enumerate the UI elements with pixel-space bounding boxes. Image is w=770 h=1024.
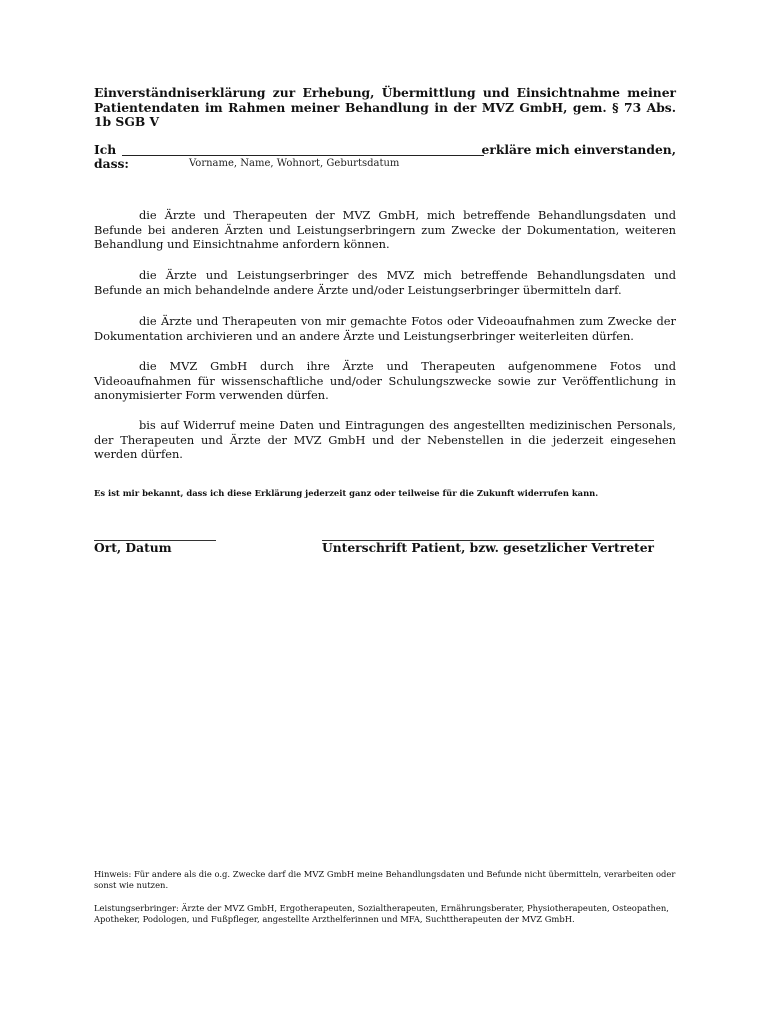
ich-label: Ich [94, 142, 117, 157]
dass-label: dass: [94, 156, 129, 171]
revocation-notice: Es ist mir bekannt, dass ich diese Erklärung jederzeit ganz oder teilweise für die Zukunft widerrufen kann. [94, 488, 599, 498]
document-title: Einverständniserklärung zur Erhebung, Übermittlung und Einsichtnahme meiner Patientendaten im Rahmen meiner Behandlung in der MVZ GmbH, gem. § 73 Abs. 1b SGB V [94, 85, 676, 129]
place-date-label: Ort, Datum [94, 540, 172, 555]
leistungserbringer-footnote: Leistungserbringer: Ärzte der MVZ GmbH, Ergotherapeuten, Sozialtherapeuten, Ernährungsberater, Physiotherapeuten, Osteopathen, Apotheker, Podologen, und Fußpfleger, angestellte Arzthelferinnen und MFA, Suchttherapeuten der MVZ GmbH. [94, 903, 669, 925]
hinweis-footnote: Hinweis: Für andere als die o.g. Zwecke darf die MVZ GmbH meine Behandlungsdaten und Befunde nicht übermitteln, verarbeiten oder sonst wie nutzen. [94, 869, 676, 891]
consent-clause-transmit-data: die Ärzte und Leistungserbringer des MVZ mich betreffende Behandlungsdaten und Befunde an mich behandelnde andere Ärzte und/oder Leistungserbringer übermitteln darf. [94, 268, 676, 297]
consent-clause-inspection: bis auf Widerruf meine Daten und Eintragungen des angestellten medizinischen Personals, der Therapeuten und Ärzte der MVZ GmbH und der Nebenstellen in die jederzeit eingesehen werden dürfen. [94, 418, 676, 462]
patient-details-hint: Vorname, Name, Wohnort, Geburtsdatum [189, 158, 400, 169]
consent-clause-photo-research: die MVZ GmbH durch ihre Ärzte und Therapeuten aufgenommene Fotos und Videoaufnahmen für wissenschaftliche und/oder Schulungszwecke sowie zur Veröffentlichung in anonymisierter Form verwenden dürfen. [94, 359, 676, 403]
consent-form-page [94, 0, 676, 1024]
patient-details-blank-line [122, 155, 484, 156]
consent-clause-request-data: die Ärzte und Therapeuten der MVZ GmbH, mich betreffende Behandlungsdaten und Befunde bei anderen Ärzten und Leistungserbringern zum Zwecke der Dokumentation, weiteren Behandlung und Einsichtnahme anfordern können. [94, 208, 676, 252]
consent-clause-photo-archive: die Ärzte und Therapeuten von mir gemachte Fotos oder Videoaufnahmen zum Zwecke der Dokumentation archivieren und an andere Ärzte und Leistungserbringer weiterleiten dürfen. [94, 314, 676, 343]
consent-statement: erkläre mich einverstanden, [481, 142, 676, 157]
signature-label: Unterschrift Patient, bzw. gesetzlicher Vertreter [322, 540, 654, 555]
